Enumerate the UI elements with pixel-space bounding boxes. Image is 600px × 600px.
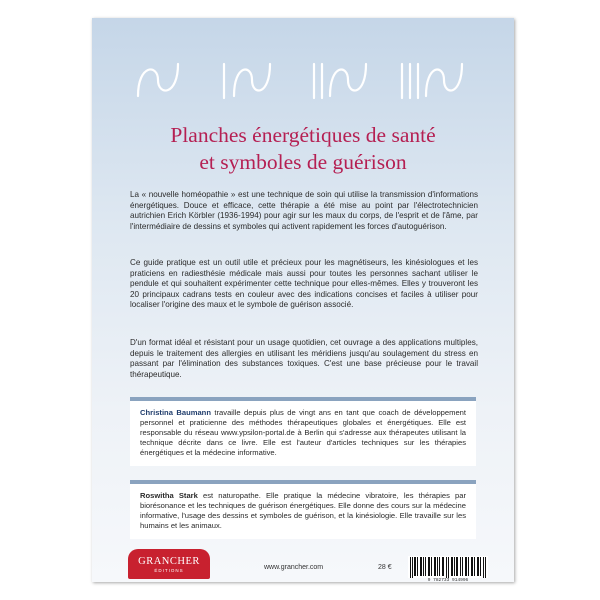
author-name-1: Christina Baumann xyxy=(140,408,211,417)
healing-symbols-graphic xyxy=(132,56,472,104)
title-line-2: et symboles de guérison xyxy=(199,150,407,174)
publisher-brand: GRANCHER xyxy=(138,556,200,567)
title-line-1: Planches énergétiques de santé xyxy=(170,123,436,147)
description-paragraph-1: La « nouvelle homéopathie » est une technique de soin qui utilise la transmission d'informations énergétiques. Douce et efficace, cette thérapie a été mise au point par l'électrotechnicien autrichien Erich Körbler (1936-1994) pour agir sur les maux du corps, de l'esprit et de l'âme, par l'intermédiaire de dessins et symboles qui activent rapidement les forces d'autoguérison. xyxy=(130,190,478,231)
author-bio-2: est naturopathe. Elle pratique la médecine vibratoire, les thérapies par biorésonance et les techniques de guérison énergétiques. Elle donne des cours sur la médecine informative, l'usage des dessins et symboles de guérison, et la kinésiologie. Elle travaille sur les humains et les animaux. xyxy=(140,491,467,530)
publisher-logo xyxy=(128,549,210,579)
publisher-website: www.grancher.com xyxy=(264,564,324,571)
side-legal-note xyxy=(494,390,502,500)
author-name-2: Roswitha Stark xyxy=(140,491,198,500)
description-paragraph-3: D'un format idéal et résistant pour un usage quotidien, cet ouvrage a des applications multiples, depuis le traitement des allergies en utilisant les méridiens jusqu'au soulagement du stress en passant par l'élimination des substances toxiques. C'est une base précieuse pour le travail thérapeutique. xyxy=(130,338,478,379)
author-bio-box-2 xyxy=(130,480,476,539)
book-title xyxy=(92,122,514,176)
barcode-bars xyxy=(408,556,488,578)
book-back-cover xyxy=(92,18,514,582)
isbn-number: 9 782733 914996 xyxy=(427,578,469,582)
price-label: 28 € xyxy=(378,564,392,571)
author-bio-box-1 xyxy=(130,397,476,466)
barcode xyxy=(408,556,488,578)
description-paragraph-2: Ce guide pratique est un outil utile et précieux pour les magnétiseurs, les kinésiologues et les praticiens en radiesthésie médicale mais aussi pour toutes les personnes sachant utiliser le pendule et qui souhaitent expérimenter cette technique pour elles-mêmes. Elles y trouveront les 20 principaux cadrans tests en couleur avec des indications concises et faciles à utiliser pour localiser l'origine des maux et le symbole de guérison associé. xyxy=(130,258,478,310)
author-bio-1: travaille depuis plus de vingt ans en tant que coach de développement personnel et praticienne des méthodes thérapeutiques globales et énergétiques. Elle est responsable du réseau www.ypsilon-portal.de à Berlin qui s'adresse aux thérapeutes utilisant la technique décrite dans ce livre. Elle est l'auteur d'articles techniques sur les thérapies énergétiques et la médecine informative. xyxy=(140,408,466,457)
publisher-sub: ÉDITIONS xyxy=(154,568,184,573)
